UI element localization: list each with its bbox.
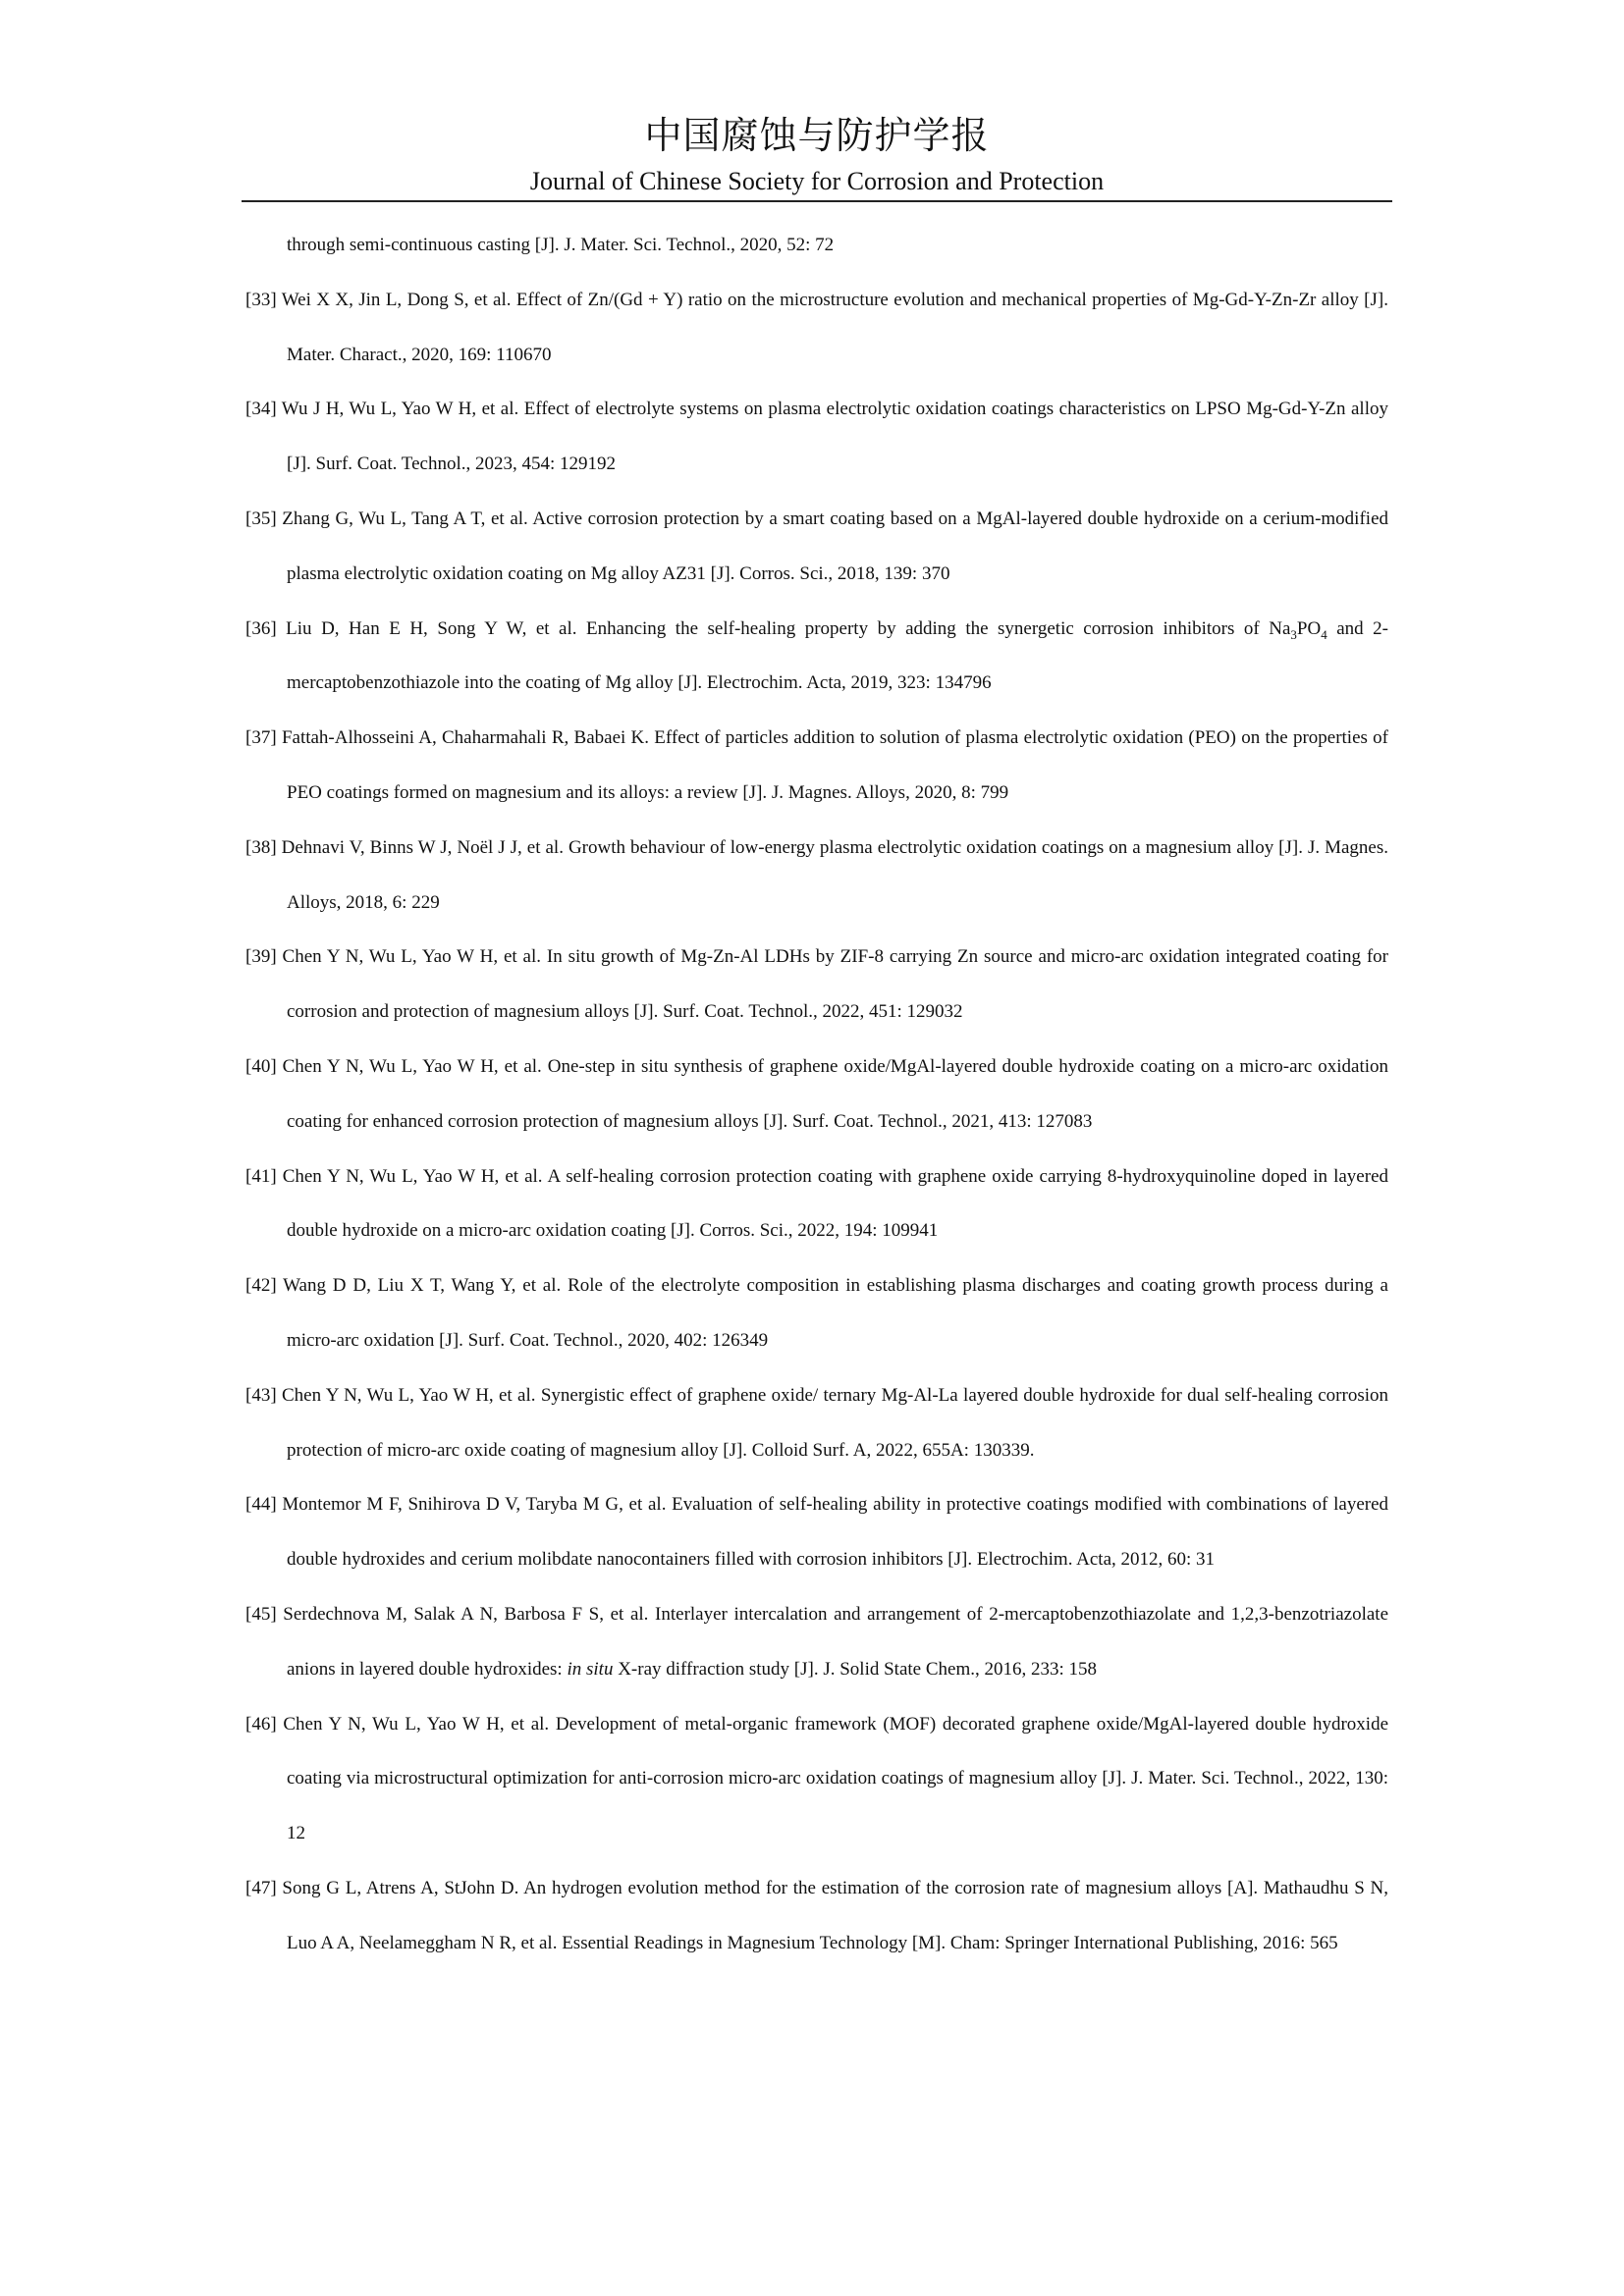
reference-text-part: Liu D, Han E H, Song Y W, et al. Enhancing the self-healing property by adding the synergetic corrosion inhibitors of Na <box>286 617 1291 639</box>
reference-40 <box>245 1040 1388 1149</box>
reference-number: [44] <box>245 1494 277 1516</box>
running-header <box>242 110 1392 198</box>
reference-44 <box>245 1477 1388 1587</box>
reference-number: [45] <box>245 1603 277 1625</box>
reference-text: Chen Y N, Wu L, Yao W H, et al. One-step in situ synthesis of graphene oxide/MgAl-layered double hydroxide coating on a micro-arc oxidation coating for enhanced corrosion protection of magnesium alloys [J]. Surf. Coat. Technol., 2021, 413: 127083 <box>282 1055 1389 1132</box>
reference-41 <box>245 1149 1388 1259</box>
reference-45 <box>245 1587 1388 1697</box>
subscript: 4 <box>1321 626 1327 642</box>
reference-number: [43] <box>245 1384 277 1406</box>
reference-37 <box>245 711 1388 821</box>
reference-46 <box>245 1697 1388 1861</box>
reference-34 <box>245 382 1388 492</box>
reference-text: Chen Y N, Wu L, Yao W H, et al. A self-healing corrosion protection coating with graphene oxide carrying 8-hydroxyquinoline doped in layered double hydroxide on a micro-arc oxidation coating [J]. Corros. Sci., 2022, 194: 109941 <box>282 1165 1389 1242</box>
reference-text-part: Serdechnova M, Salak A N, Barbosa F S, et al. Interlayer intercalation and arrangement of 2-mercaptobenzothiazolate and 1,2,3-benzotriazolate anions in layered double hydroxides: <box>283 1603 1389 1680</box>
reference-number: [38] <box>245 836 277 858</box>
reference-47 <box>245 1861 1388 1971</box>
reference-text: Chen Y N, Wu L, Yao W H, et al. Synergistic effect of graphene oxide/ ternary Mg-Al-La layered double hydroxide for dual self-healing corrosion protection of micro-arc oxide coating of magnesium alloy [J]. Colloid Surf. A, 2022, 655A: 130339. <box>282 1384 1388 1461</box>
reference-36 <box>245 602 1388 712</box>
reference-number: [47] <box>245 1877 277 1898</box>
reference-43 <box>245 1368 1388 1478</box>
reference-number: [34] <box>245 399 277 420</box>
reference-continuation <box>245 218 1388 273</box>
reference-number: [33] <box>245 289 277 310</box>
reference-text: Wang D D, Liu X T, Wang Y, et al. Role of the electrolyte composition in establishing plasma discharges and coating growth process during a micro-arc oxidation [J]. Surf. Coat. Technol., 2020, 402: 126349 <box>283 1275 1388 1351</box>
reference-number: [46] <box>245 1713 277 1735</box>
reference-text: Song G L, Atrens A, StJohn D. An hydrogen evolution method for the estimation of the corrosion rate of magnesium alloys [A]. Mathaudhu S N, Luo A A, Neelameggham N R, et al. Essential Readings in Magnesium Technology [M]. Cham: Springer International Publishing, 2016: 565 <box>282 1877 1388 1953</box>
reference-text <box>286 618 1388 694</box>
reference-text-part: and 2-mercaptobenzothiazole into the coating of Mg alloy [J]. Electrochim. Acta, 2019, 323: 134796 <box>287 617 1388 694</box>
reference-text-part: X-ray diffraction study [J]. J. Solid State Chem., 2016, 233: 158 <box>613 1658 1097 1680</box>
reference-number: [41] <box>245 1165 277 1187</box>
reference-text: through semi-continuous casting [J]. J. Mater. Sci. Technol., 2020, 52: 72 <box>287 235 835 255</box>
reference-text: Wu J H, Wu L, Yao W H, et al. Effect of electrolyte systems on plasma electrolytic oxidation coatings characteristics on LPSO Mg-Gd-Y-Zn alloy [J]. Surf. Coat. Technol., 2023, 454: 129192 <box>281 399 1388 475</box>
reference-text: Fattah-Alhosseini A, Chaharmahali R, Babaei K. Effect of particles addition to solution of plasma electrolytic oxidation (PEO) on the properties of PEO coatings formed on magnesium and its alloys: a review [J]. J. Magnes. Alloys, 2020, 8: 799 <box>281 727 1389 803</box>
reference-text: Wei X X, Jin L, Dong S, et al. Effect of Zn/(Gd + Y) ratio on the microstructure evolution and mechanical properties of Mg-Gd-Y-Zn-Zr alloy [J]. Mater. Charact., 2020, 169: 110670 <box>281 289 1388 365</box>
reference-number: [40] <box>245 1055 277 1077</box>
reference-text-part: PO <box>1296 617 1322 639</box>
reference-number: [35] <box>245 507 277 529</box>
reference-33 <box>245 273 1388 383</box>
reference-number: [39] <box>245 946 277 968</box>
journal-title-chinese: 中国腐蚀与防护学报 <box>644 114 990 157</box>
journal-title-english: Journal of Chinese Society for Corrosion and Protection <box>529 167 1105 195</box>
reference-text: Chen Y N, Wu L, Yao W H, et al. In situ growth of Mg-Zn-Al LDHs by ZIF-8 carrying Zn source and micro-arc oxidation integrated coating for corrosion and protection of magnesium alloys [J]. Surf. Coat. Technol., 2022, 451: 129032 <box>282 946 1388 1023</box>
reference-text: Dehnavi V, Binns W J, Noël J J, et al. Growth behaviour of low-energy plasma electrolytic oxidation coatings on a magnesium alloy [J]. J. Magnes. Alloys, 2018, 6: 229 <box>281 836 1389 913</box>
reference-list <box>245 218 1388 1971</box>
header-rule <box>242 200 1392 202</box>
reference-number: [36] <box>245 617 277 639</box>
reference-35 <box>245 492 1388 602</box>
reference-text <box>283 1604 1388 1680</box>
subscript: 3 <box>1290 626 1297 642</box>
italic-text: in situ <box>567 1658 614 1680</box>
reference-text: Montemor M F, Snihirova D V, Taryba M G, et al. Evaluation of self-healing ability in protective coatings modified with combinations of layered double hydroxides and cerium molibdate nanocontainers filled with corrosion inhibitors [J]. Electrochim. Acta, 2012, 60: 31 <box>282 1494 1389 1571</box>
reference-text: Chen Y N, Wu L, Yao W H, et al. Development of metal-organic framework (MOF) decorated graphene oxide/MgAl-layered double hydroxide coating via microstructural optimization for anti-corrosion micro-arc oxidation coatings of magnesium alloy [J]. J. Mater. Sci. Technol., 2022, 130: 12 <box>283 1713 1389 1844</box>
reference-number: [42] <box>245 1275 277 1297</box>
reference-text: Zhang G, Wu L, Tang A T, et al. Active corrosion protection by a smart coating based on a MgAl-layered double hydroxide on a cerium-modified plasma electrolytic oxidation coating on Mg alloy AZ31 [J]. Corros. Sci., 2018, 139: 370 <box>282 507 1389 584</box>
reference-42 <box>245 1258 1388 1368</box>
reference-39 <box>245 930 1388 1040</box>
reference-38 <box>245 821 1388 931</box>
reference-number: [37] <box>245 727 277 749</box>
